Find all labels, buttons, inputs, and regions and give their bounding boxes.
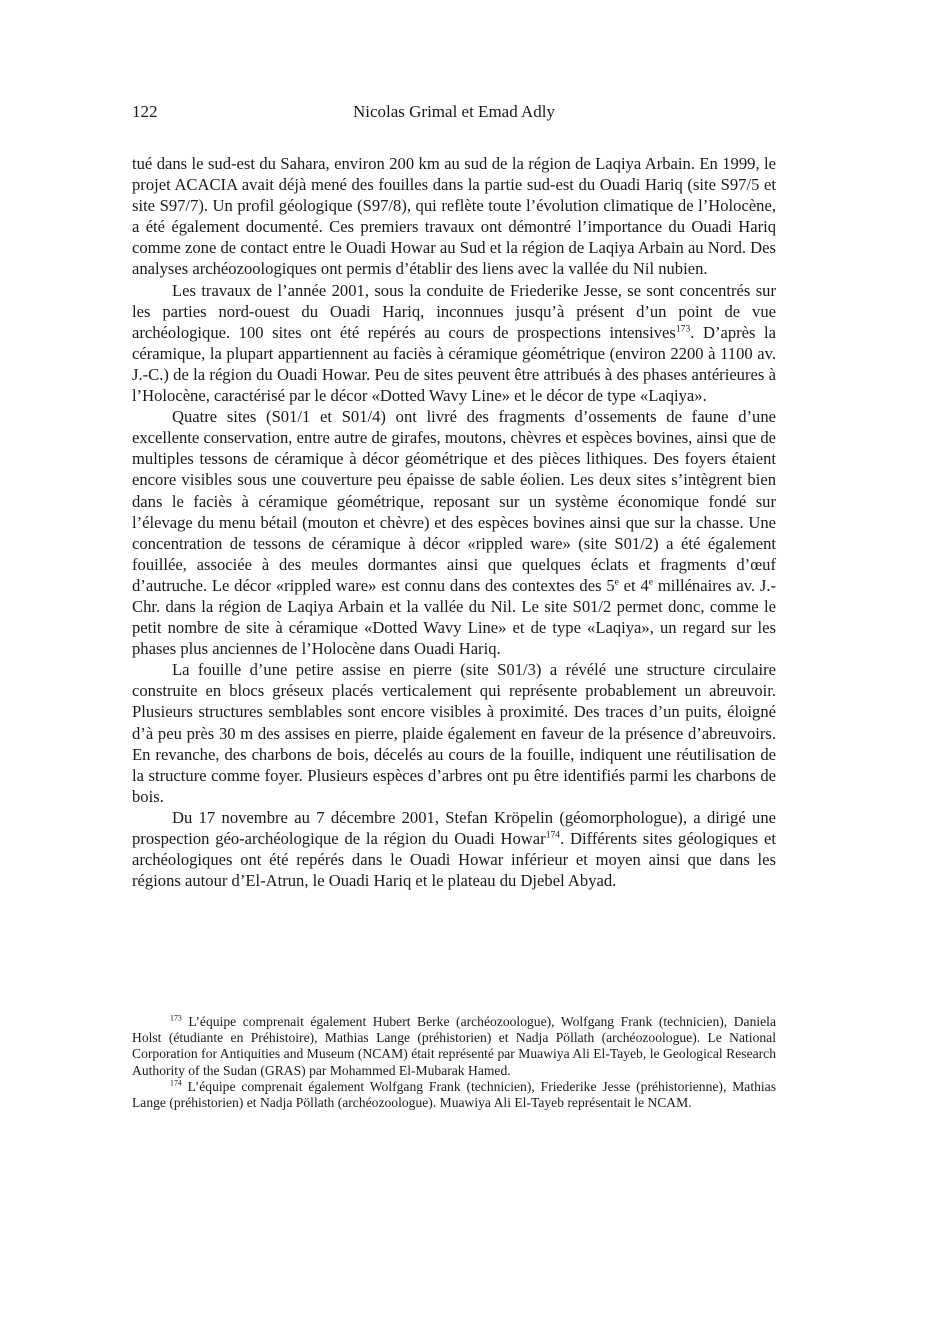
superscript-e-1: e [614, 576, 619, 588]
page-number: 122 [132, 102, 158, 121]
footnote-173 [132, 1014, 776, 1079]
paragraph-2-text-a: Les travaux de l’année 2001, sous la conduite de Friederike Jesse, se sont concentrés sur les parties nord-ouest du Ouadi Hariq, inconnues jusqu’à présent d’un point de vue archéologique. 100 sites ont été repérés au cours de prospections intensives [132, 280, 776, 342]
body-text [132, 153, 776, 891]
paragraph-3-text-c: millénaires av. J.-Chr. dans la région de Laqiya Arbain et la vallée du Nil. Le site S01/2 permet donc, comme le petit nombre de site à céramique «Dotted Wavy Line» et de type «Laqiya», un regard sur les phases plus anciennes de l’Holocène dans Ouadi Hariq. [132, 575, 777, 659]
paragraph-3-text-a: Quatre sites (S01/1 et S01/4) ont livré des fragments d’ossements de faune d’une excellente conservation, entre autre de girafes, moutons, chèvres et espèces bovines, ainsi que de multiples tessons de céramique à décor géométrique et des pièces lithiques. Des foyers étaient encore visibles sous une couverture peu épaisse de sable éolien. Les deux sites s’intègrent bien dans le faciès à céramique géométrique, reposant sur un système économique fondé sur l’élevage du menu bétail (mouton et chèvre) et des espèces bovines ainsi que sur la chasse. Une concentration de tessons de céramique à décor «rippled ware» (site S01/2) a été également fouillée, associée à des meules dormantes ainsi que quelques éclats et fragments d’œuf d’autruche. Le décor «rippled ware» est connu dans des contextes des 5 [132, 407, 776, 595]
paragraph-4-text: La fouille d’une petire assise en pierre (site S01/3) a révélé une structure circulaire construite en blocs gréseux placés verticalement qui représente probablement un abreuvoir. Plusieurs structures semblables sont encore visibles à proximité. Des traces d’un puits, éloigné d’à peu près 30 m des assises en pierre, plaide également en faveur de la présence d’abreuvoirs. En revanche, des charbons de bois, décelés au cours de la fouille, indiquent une réutilisation de la structure comme foyer. Plusieurs espèces d’arbres ont pu être identifiés parmi les charbons de bois. [132, 660, 776, 806]
paragraph-1-text: tué dans le sud-est du Sahara, environ 200 km au sud de la région de Laqiya Arbain. En 1999, le projet ACACIA avait déjà mené des fouilles dans la partie sud-est du Ouadi Hariq (site S97/5 et site S97/7). Un profil géologique (S97/8), qui reflète toute l’évolution climatique de l’Holocène, a été également documenté. Ces premiers travaux ont démontré l’importance du Ouadi Hariq comme zone de contact entre le Ouadi Howar au Sud et la région de Laqiya Arbain au Nord. Des analyses archéozoologiques ont permis d’établir des liens avec la vallée du Nil nubien. [132, 154, 776, 279]
footnote-173-text: L’équipe comprenait également Hubert Berke (archéozoologue), Wolfgang Frank (technicien), Daniela Holst (étudiante en Préhistoire), Mathias Lange (préhistorien) et Nadja Pöllath (archéozoologue). Le National Corporation for Antiquities and Museum (NCAM) était représenté par Muawiya Ali El-Tayeb, le Geological Research Authority of the Sudan (GRAS) par Mohammed El-Mubarak Hamed. [132, 1014, 776, 1078]
paragraph-4 [132, 659, 776, 807]
footnote-ref-173[interactable]: 173 [675, 323, 691, 335]
superscript-e-2: e [648, 576, 654, 588]
paragraph-5 [132, 807, 776, 891]
paragraph-2-text-b: . D’après la céramique, la plupart appartiennent au faciès à céramique géométrique (environ 2200 à 1100 av. J.-C.) de la région du Ouadi Howar. Peu de sites peuvent être attribués à des phases antérieures à l’Holocène, caractérisé par le décor «Dotted Wavy Line» et le décor de type «Laqiya». [132, 322, 776, 406]
running-head: Nicolas Grimal et Emad Adly [352, 102, 556, 121]
footnote-174 [132, 1079, 776, 1111]
footnote-number-173: 173 [170, 1013, 182, 1023]
footnote-ref-174[interactable]: 174 [545, 829, 561, 841]
footnote-number-174: 174 [170, 1078, 182, 1088]
paragraph-5-text-b: . Différents sites géologiques et archéologiques ont été repérés dans le Ouadi Howar inférieur et moyen ainsi que dans les régions autour d’El-Atrun, le Ouadi Hariq et le plateau du Djebel Abyad. [132, 829, 777, 891]
paragraph-2 [132, 280, 776, 407]
paragraph-5-text-a: Du 17 novembre au 7 décembre 2001, Stefan Kröpelin (géomorphologue), a dirigé une prospection géo-archéologique de la région du Ouadi Howar [132, 807, 776, 848]
page-header [132, 102, 776, 126]
paragraph-3 [132, 406, 776, 659]
footnote-174-text: L’équipe comprenait également Wolfgang Frank (technicien), Friederike Jesse (préhistorienne), Mathias Lange (préhistorien) et Nadja Pöllath (archéozoologue). Muawiya Ali El-Tayeb représentait le NCAM. [132, 1078, 776, 1111]
paragraph-1 [132, 153, 776, 280]
paragraph-3-text-b: et 4 [618, 575, 649, 595]
footnotes [132, 1014, 776, 1111]
